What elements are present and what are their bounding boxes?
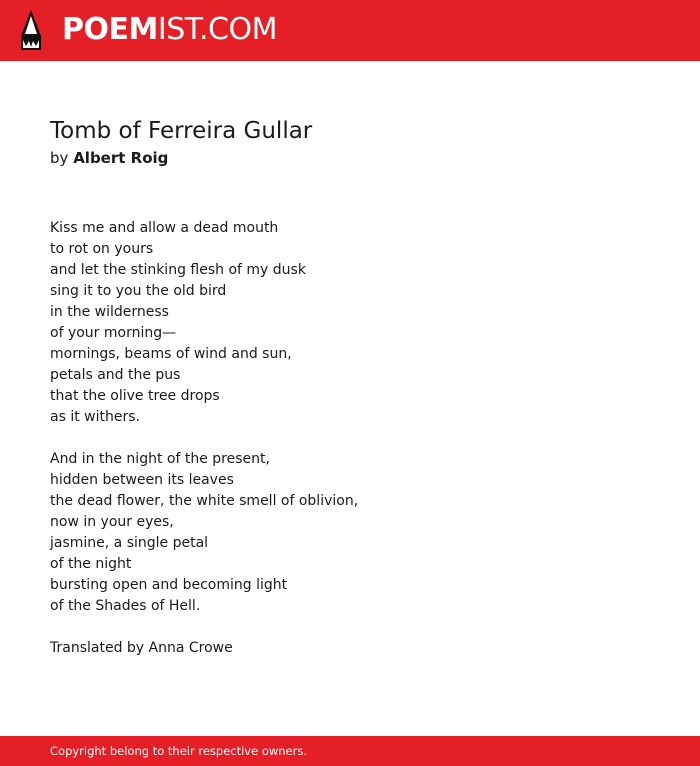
poem-title: Tomb of Ferreira Gullar xyxy=(50,118,313,144)
poem-line: as it withers. xyxy=(50,409,140,425)
poem-line: that the olive tree drops xyxy=(50,388,220,404)
site-header xyxy=(0,0,700,61)
poem-line: Kiss me and allow a dead mouth xyxy=(50,220,279,236)
poem-line: sing it to you the old bird xyxy=(50,283,227,299)
poem-line: to rot on yours xyxy=(50,241,154,257)
brand-light-text: IST.COM xyxy=(157,12,277,47)
pen-nib-icon xyxy=(18,10,44,52)
poem-line: and let the stinking flesh of my dusk xyxy=(50,262,306,278)
poem-line: mornings, beams of wind and sun, xyxy=(50,346,292,362)
poem-line: petals and the pus xyxy=(50,367,181,383)
translator-credit xyxy=(50,638,650,659)
poem-author: Albert Roig xyxy=(73,149,169,167)
site-footer xyxy=(0,736,700,766)
poem-byline xyxy=(50,146,650,170)
poem-body xyxy=(50,218,650,659)
stanza xyxy=(50,449,650,617)
poem-line: of your morning— xyxy=(50,325,177,341)
poem-line: in the wilderness xyxy=(50,304,169,320)
poem-content xyxy=(50,116,650,680)
brand-bold-text: POEM xyxy=(62,12,158,47)
poem-line: hidden between its leaves xyxy=(50,472,234,488)
poem-line: And in the night of the present, xyxy=(50,451,270,467)
poem-line: jasmine, a single petal xyxy=(50,535,209,551)
poem-line: Translated by Anna Crowe xyxy=(50,640,233,656)
poem-line: of the night xyxy=(50,556,132,572)
poem-line: bursting open and becoming light xyxy=(50,577,288,593)
poem-line: the dead flower, the white smell of oblivion, xyxy=(50,493,359,509)
poem-line: now in your eyes, xyxy=(50,514,174,530)
stanza xyxy=(50,218,650,428)
byline-prefix: by xyxy=(50,149,69,167)
poem-line: of the Shades of Hell. xyxy=(50,598,201,614)
copyright-text: Copyright belong to their respective owners. xyxy=(50,744,308,758)
site-brand[interactable] xyxy=(62,12,277,48)
